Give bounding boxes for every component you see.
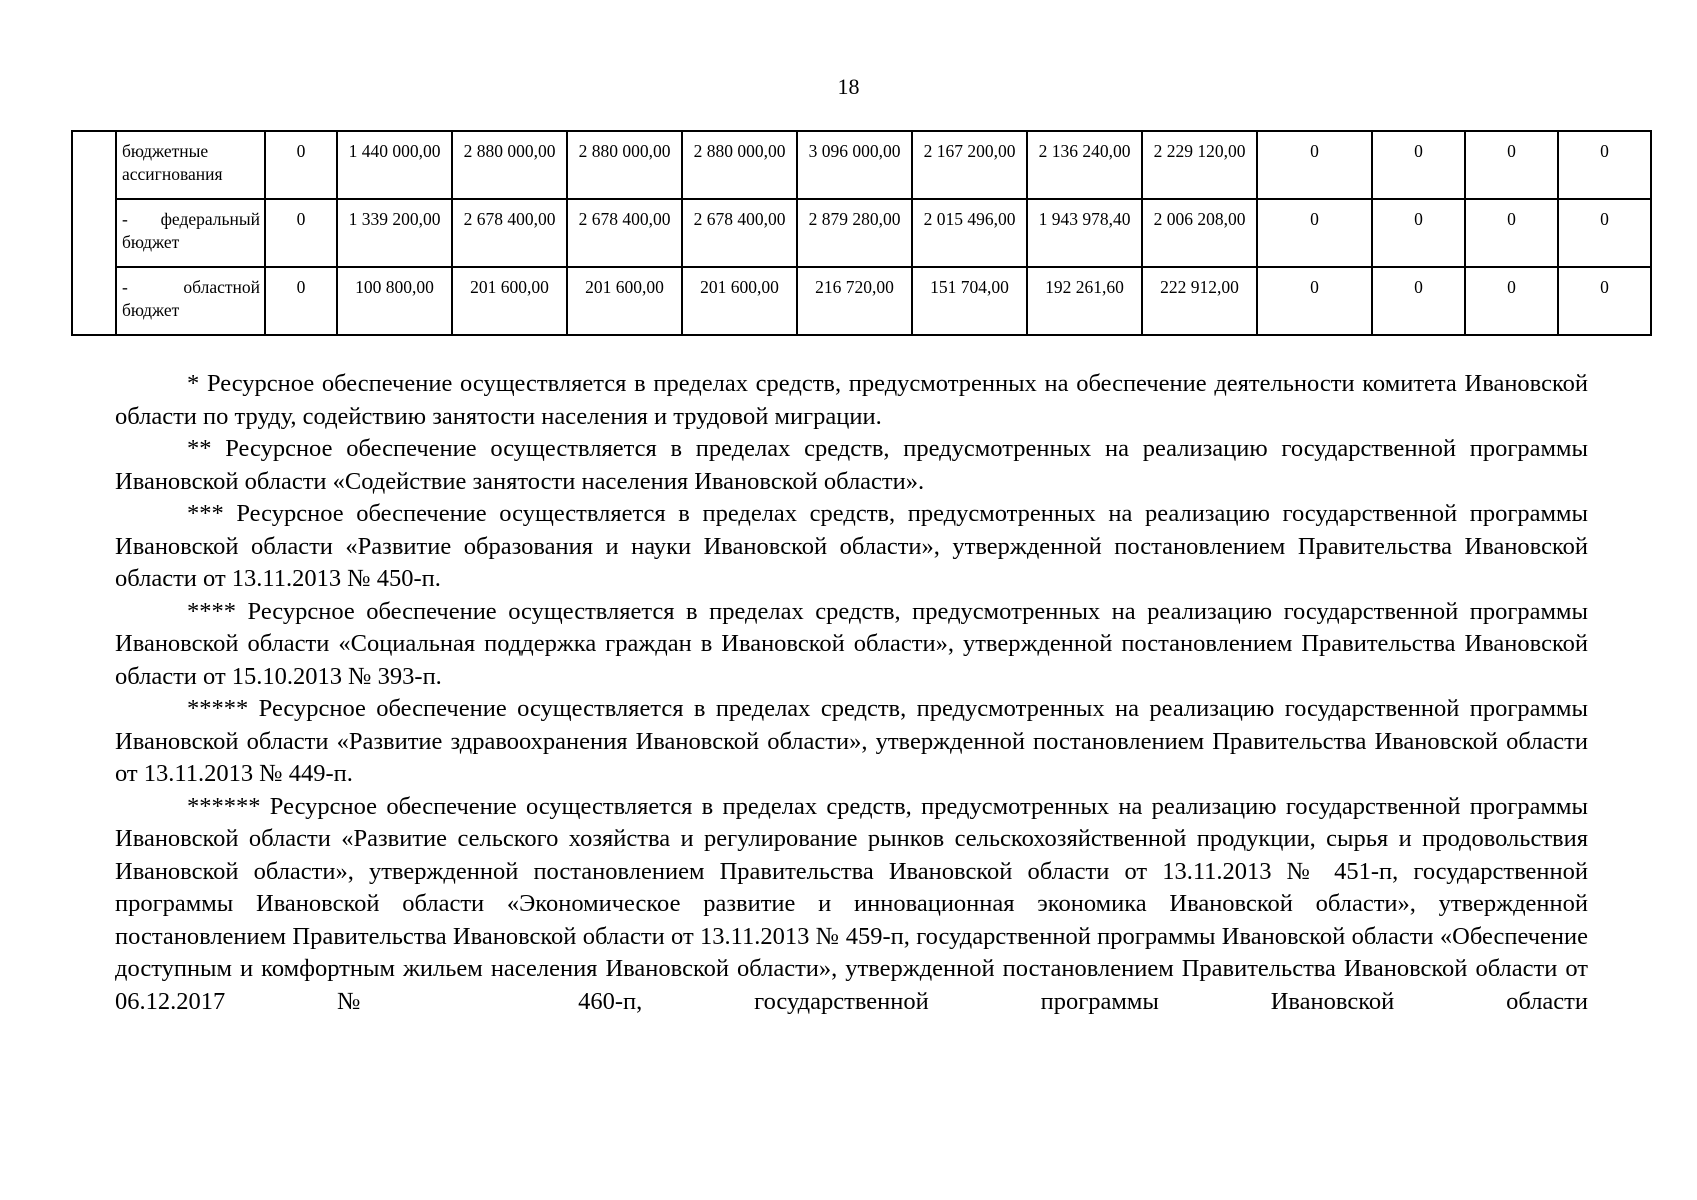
footnotes xyxy=(115,368,1588,1018)
table-cell: 2 167 200,00 xyxy=(912,131,1027,199)
table-row xyxy=(72,199,1697,267)
table-cell: 0 xyxy=(1465,267,1558,335)
row-label: бюджетные ассигнования xyxy=(116,131,265,199)
table-cell: 0 xyxy=(1257,131,1372,199)
table-cell: 192 261,60 xyxy=(1027,267,1142,335)
table-cell: 151 704,00 xyxy=(912,267,1027,335)
table-cell: 0 xyxy=(1257,267,1372,335)
table-cell: 2 678 400,00 xyxy=(682,199,797,267)
table-cell: 1 339 200,00 xyxy=(337,199,452,267)
table-cell: 0 xyxy=(1465,131,1558,199)
table-cell: 2 879 280,00 xyxy=(797,199,912,267)
table-cell: 2 136 240,00 xyxy=(1027,131,1142,199)
table-cell: 0 xyxy=(1372,199,1465,267)
table-cell: 0 xyxy=(1558,267,1651,335)
table-cell: 2 015 496,00 xyxy=(912,199,1027,267)
footnote-1: * Ресурсное обеспечение осуществляется в пределах средств, предусмотренных на обеспечение деятельности комитета Ивановской области по труду, содействию занятости населения и трудовой миграции. xyxy=(115,370,1588,430)
table-cell: 1 440 000,00 xyxy=(337,131,452,199)
footnote-4: **** Ресурсное обеспечение осуществляется в пределах средств, предусмотренных на реализацию государственной программы Ивановской области «Социальная поддержка граждан в Ивановской области», утвержденной постановлением Правительства Ивановской области от 15.10.2013 № 393-п. xyxy=(115,597,1588,690)
row-label: - федеральный бюджет xyxy=(116,199,265,267)
table-cell: 201 600,00 xyxy=(682,267,797,335)
table-cell: 0 xyxy=(1558,199,1651,267)
table-cell: 2 678 400,00 xyxy=(452,199,567,267)
table-cell: 0 xyxy=(1558,131,1651,199)
table-cell: 0 xyxy=(265,199,337,267)
table-cell: 201 600,00 xyxy=(452,267,567,335)
budget-table xyxy=(71,130,1697,336)
footnote-2: ** Ресурсное обеспечение осуществляется в пределах средств, предусмотренных на реализацию государственной программы Ивановской области «Содействие занятости населения Ивановской области». xyxy=(115,435,1588,495)
table-cell: 0 xyxy=(265,267,337,335)
table-cell: 2 678 400,00 xyxy=(567,199,682,267)
table-cell: 2 229 120,00 xyxy=(1142,131,1257,199)
table-cell: 2 006 208,00 xyxy=(1142,199,1257,267)
table-cell: 3 096 000,00 xyxy=(797,131,912,199)
footnote-3: *** Ресурсное обеспечение осуществляется в пределах средств, предусмотренных на реализацию государственной программы Ивановской области «Развитие образования и науки Ивановской области», утвержденной постановлением Правительства Ивановской области от 13.11.2013 № 450-п. xyxy=(115,500,1588,592)
table-cell: 2 880 000,00 xyxy=(682,131,797,199)
footnote-5: ***** Ресурсное обеспечение осуществляется в пределах средств, предусмотренных на реализацию государственной программы Ивановской области «Развитие здравоохранения Ивановской области», утвержденной постановлением Правительства Ивановской области от 13.11.2013 № 449-п. xyxy=(115,695,1588,787)
table-cell: 222 912,00 xyxy=(1142,267,1257,335)
table-cell: 216 720,00 xyxy=(797,267,912,335)
table-cell: 0 xyxy=(1257,199,1372,267)
table-cell: 0 xyxy=(1465,199,1558,267)
table-cell: 2 880 000,00 xyxy=(567,131,682,199)
row-label: - областной бюджет xyxy=(116,267,265,335)
table-cell: 0 xyxy=(265,131,337,199)
table-cell: 2 880 000,00 xyxy=(452,131,567,199)
table-row xyxy=(72,267,1697,335)
table-cell: 201 600,00 xyxy=(567,267,682,335)
table-empty-column xyxy=(72,131,116,335)
table-cell: 1 943 978,40 xyxy=(1027,199,1142,267)
table-cell: 100 800,00 xyxy=(337,267,452,335)
table-cell: 0 xyxy=(1372,131,1465,199)
page-number: 18 xyxy=(837,74,860,99)
footnote-6: ****** Ресурсное обеспечение осуществляется в пределах средств, предусмотренных на реализацию государственной программы Ивановской области «Развитие сельского хозяйства и регулирование рынков сельскохозяйственной продукции, сырья и продовольствия Ивановской области», утвержденной постановлением Правительства Ивановской области от 13.11.2013 № 451-п, государственной программы Ивановской области «Экономическое развитие и инновационная экономика Ивановской области», утвержденной постановлением Правительства Ивановской области от 13.11.2013 № 459-п, государственной программы Ивановской области «Обеспечение доступным и комфортным жильем населения Ивановской области», утвержденной постановлением Правительства Ивановской области от 06.12.2017 № 460-п, государственной программы Ивановской области xyxy=(115,792,1588,1015)
table-cell: 0 xyxy=(1372,267,1465,335)
table-row xyxy=(72,131,1697,199)
